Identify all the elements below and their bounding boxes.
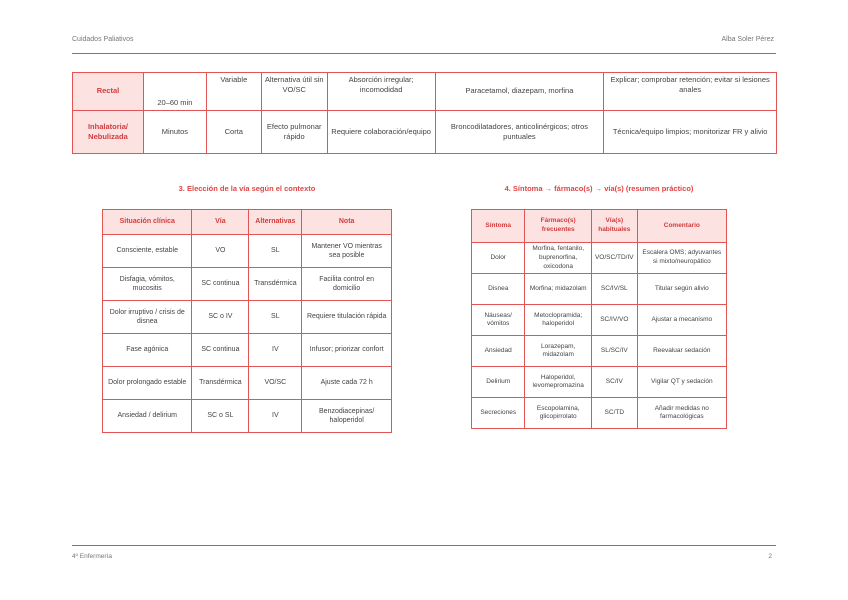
table-cell: Haloperidol, levomepromazina — [525, 367, 592, 398]
table-cell: IV — [249, 400, 302, 433]
table-cell: Reevaluar sedación — [637, 336, 726, 367]
table-row — [472, 367, 727, 398]
table-cell: Dolor prolongado estable — [103, 367, 192, 400]
context-table — [102, 209, 392, 433]
running-header-title: Cuidados Paliativos — [72, 36, 134, 43]
table-header-row — [472, 210, 727, 243]
column-header: Alternativas — [249, 210, 302, 235]
table-cell: Secreciones — [472, 398, 525, 429]
table-cell: Facilita control en domicilio — [302, 268, 392, 301]
table-row — [103, 235, 392, 268]
table-cell: Variable — [206, 73, 261, 111]
table-cell: SC continua — [192, 268, 249, 301]
table-cell: SC/TD — [591, 398, 637, 429]
table-cell: Minutos — [143, 111, 206, 154]
table-cell: Náuseas/ vómitos — [472, 305, 525, 336]
table-cell: Broncodilatadores, anticolinérgicos; otros puntuales — [435, 111, 604, 154]
table-cell: Infusor; priorizar confort — [302, 334, 392, 367]
symptom-table — [471, 209, 727, 429]
table-cell: Escopolamina, glicopirrolato — [525, 398, 592, 429]
table-cell: Requiere colaboración/equipo — [327, 111, 435, 154]
table-cell: Corta — [206, 111, 261, 154]
table-cell: Delirium — [472, 367, 525, 398]
table-cell: Disfagia, vómitos, mucositis — [103, 268, 192, 301]
table-row — [73, 111, 777, 154]
footer-course: 4º Enfermería — [72, 553, 112, 560]
table-cell: Morfina, fentanilo, buprenorfina, oxicodona — [525, 243, 592, 274]
table-cell: Morfina; midazolam — [525, 274, 592, 305]
table-cell: Ajuste cada 72 h — [302, 367, 392, 400]
column-header: Comentario — [637, 210, 726, 243]
route-table — [72, 72, 777, 154]
table-cell: Dolor irruptivo / crisis de disnea — [103, 301, 192, 334]
table-cell: Benzodiacepinas/ haloperidol — [302, 400, 392, 433]
route-name: Inhalatoria/ Nebulizada — [73, 111, 144, 154]
table-cell: SL — [249, 301, 302, 334]
table-row — [472, 336, 727, 367]
table-cell: SL — [249, 235, 302, 268]
table-cell: Absorción irregular; incomodidad — [327, 73, 435, 111]
table-cell: Disnea — [472, 274, 525, 305]
table-cell: Técnica/equipo limpios; monitorizar FR y alivio — [604, 111, 777, 154]
table-cell: Alternativa útil sin VO/SC — [261, 73, 327, 111]
table-cell: Transdérmica — [192, 367, 249, 400]
table-cell: Vigilar QT y sedación — [637, 367, 726, 398]
running-header-author: Alba Soler Pérez — [721, 36, 774, 43]
table-cell: Mantener VO mientras sea posible — [302, 235, 392, 268]
header-rule — [72, 53, 776, 54]
table-row — [103, 367, 392, 400]
column-header: Vía(s) habituales — [591, 210, 637, 243]
table-cell: SC/IV — [591, 367, 637, 398]
column-header: Síntoma — [472, 210, 525, 243]
table-cell: Requiere titulación rápida — [302, 301, 392, 334]
table-cell: Ansiedad — [472, 336, 525, 367]
table-cell: Explicar; comprobar retención; evitar si lesiones anales — [604, 73, 777, 111]
table-cell: Metoclopramida; haloperidol — [525, 305, 592, 336]
table-row — [73, 73, 777, 111]
table-cell: Dolor — [472, 243, 525, 274]
table-cell: SC continua — [192, 334, 249, 367]
table-cell: Añadir medidas no farmacológicas — [637, 398, 726, 429]
route-name: Rectal — [73, 73, 144, 111]
table-cell: Fase agónica — [103, 334, 192, 367]
table-row — [103, 301, 392, 334]
table-row — [103, 268, 392, 301]
table-cell: Transdérmica — [249, 268, 302, 301]
page-number: 2 — [768, 553, 772, 560]
section-title: 3. Elección de la vía según el contexto — [178, 184, 316, 193]
column-header: Situación clínica — [103, 210, 192, 235]
table-cell: SC/IV/VO — [591, 305, 637, 336]
table-row — [103, 400, 392, 433]
table-cell: SC/IV/SL — [591, 274, 637, 305]
table-row — [472, 274, 727, 305]
table-cell: Consciente, estable — [103, 235, 192, 268]
table-row — [103, 334, 392, 367]
table-cell: Ansiedad / delirium — [103, 400, 192, 433]
table-cell: 20–60 min — [143, 73, 206, 111]
table-header-row — [103, 210, 392, 235]
table-cell: IV — [249, 334, 302, 367]
table-row — [472, 398, 727, 429]
table-cell: Efecto pulmonar rápido — [261, 111, 327, 154]
table-cell: VO — [192, 235, 249, 268]
footer-rule — [72, 545, 776, 546]
table-cell: SC o IV — [192, 301, 249, 334]
table-cell: SC o SL — [192, 400, 249, 433]
table-cell: VO/SC — [249, 367, 302, 400]
table-row — [472, 243, 727, 274]
table-cell: Escalera OMS; adyuvantes si mixto/neuropático — [637, 243, 726, 274]
table-cell: Titular según alivio — [637, 274, 726, 305]
column-header: Fármaco(s) frecuentes — [525, 210, 592, 243]
column-header: Nota — [302, 210, 392, 235]
table-cell: Ajustar a mecanismo — [637, 305, 726, 336]
table-row — [472, 305, 727, 336]
table-cell: Paracetamol, diazepam, morfina — [435, 73, 604, 111]
table-cell: VO/SC/TD/IV — [591, 243, 637, 274]
section-title: 4. Síntoma → fármaco(s) → vía(s) (resumen práctico) — [504, 184, 694, 193]
column-header: Vía — [192, 210, 249, 235]
table-cell: SL/SC/IV — [591, 336, 637, 367]
table-cell: Lorazepam, midazolam — [525, 336, 592, 367]
